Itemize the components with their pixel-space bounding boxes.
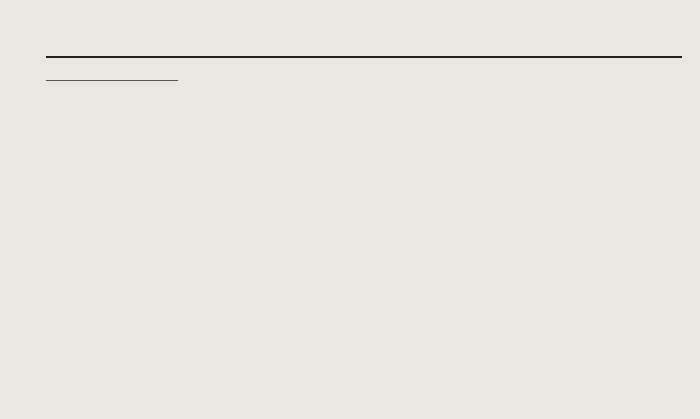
column-header-name [46,57,178,81]
export-table [46,56,682,81]
